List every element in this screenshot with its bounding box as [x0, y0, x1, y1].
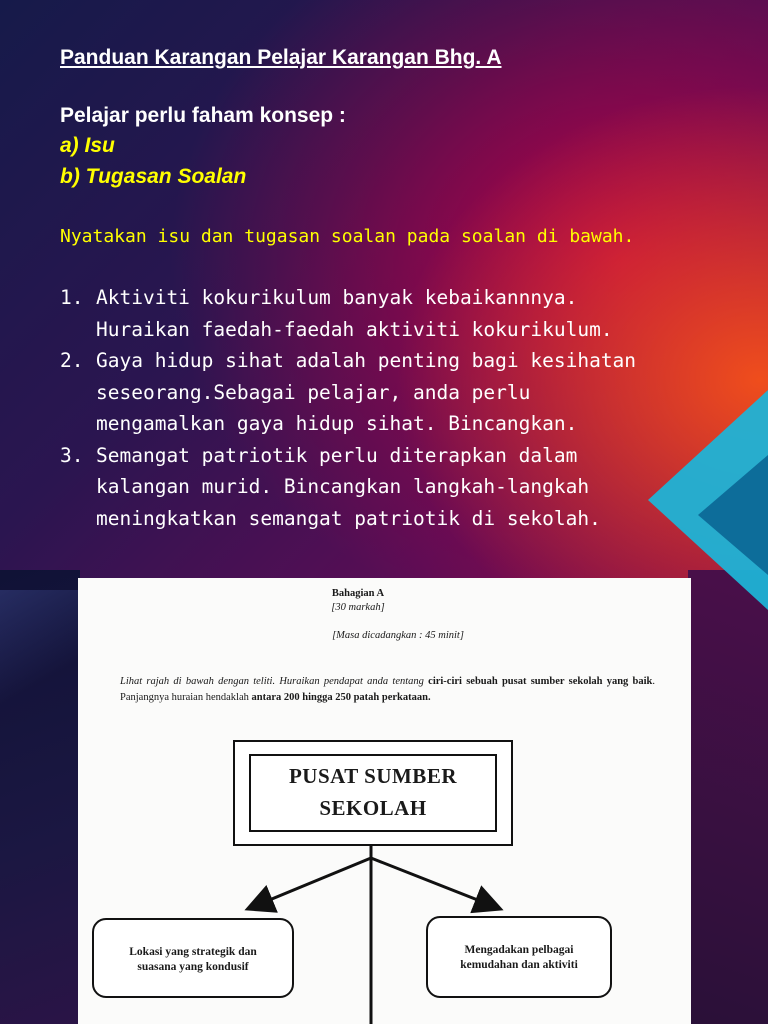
question-number: 2.: [60, 349, 84, 372]
question-line: mengamalkan gaya hidup sihat. Bincangkan.: [96, 412, 578, 435]
center-title-line1: PUSAT SUMBER: [288, 764, 457, 788]
concept-isu: a) Isu: [60, 134, 115, 157]
para-mid: . Panjangnya huraian hendaklah: [120, 676, 656, 703]
question-number: 1.: [60, 286, 84, 309]
marks-label: [30 markah]: [331, 602, 385, 613]
right-subtopic-line: kemudahan dan aktiviti: [460, 959, 578, 971]
left-subtopic-line: Lokasi yang strategik dan: [129, 946, 257, 958]
question-number: 3.: [60, 443, 84, 467]
para-italic: Lihat rajah di bawah dengan teliti. Huraikan pendapat anda tentang: [120, 676, 424, 687]
question-item: [60, 282, 636, 345]
center-box: [233, 740, 513, 846]
question-item: [60, 345, 636, 440]
concept-tugasan: b) Tugasan Soalan: [60, 165, 247, 188]
decorative-stripe-left: [0, 590, 78, 710]
instruction-text: Nyatakan isu dan tugasan soalan pada soalan di bawah.: [60, 226, 635, 247]
question-line: kalangan murid. Bincangkan langkah-langkah: [96, 475, 590, 498]
slide-title: Panduan Karangan Pelajar Karangan Bhg. A: [60, 46, 502, 69]
para-bold-length: antara 200 hingga 250 patah perkataan.: [251, 692, 431, 703]
question-item: [60, 440, 636, 535]
connector-right-arrow: [371, 858, 498, 908]
question-line: Huraikan faedah-faedah aktiviti kokurikulum.: [96, 317, 613, 341]
decorative-shape-right: [688, 570, 768, 1024]
right-subtopic-line: Mengadakan pelbagai: [464, 944, 574, 956]
right-subtopic-box: [426, 916, 612, 998]
time-label: [Masa dicadangkan : 45 minit]: [332, 630, 464, 641]
section-heading: Bahagian A: [331, 588, 385, 599]
connector-left-arrow: [250, 858, 371, 908]
para-bold-topic: ciri-ciri sebuah pusat sumber sekolah yang baik: [428, 676, 653, 687]
left-subtopic-box: [92, 918, 294, 998]
center-box-inner: [249, 754, 497, 832]
concept-intro: Pelajar perlu faham konsep :: [60, 104, 346, 127]
question-line: Semangat patriotik perlu diterapkan dalam: [96, 443, 578, 467]
question-list: [60, 282, 636, 534]
scanned-exam-page: [78, 578, 691, 1024]
question-line: Aktiviti kokurikulum banyak kebaikannnya.: [96, 286, 578, 309]
question-line: meningkatkan semangat patriotik di sekolah.: [96, 506, 601, 530]
decorative-triangle-inner: [698, 455, 768, 575]
question-line: seseorang.Sebagai pelajar, anda perlu: [96, 380, 531, 404]
question-line: Gaya hidup sihat adalah penting bagi kesihatan: [96, 349, 637, 372]
left-subtopic-line: suasana yang kondusif: [137, 961, 249, 973]
center-title-line2: SEKOLAH: [319, 796, 427, 820]
